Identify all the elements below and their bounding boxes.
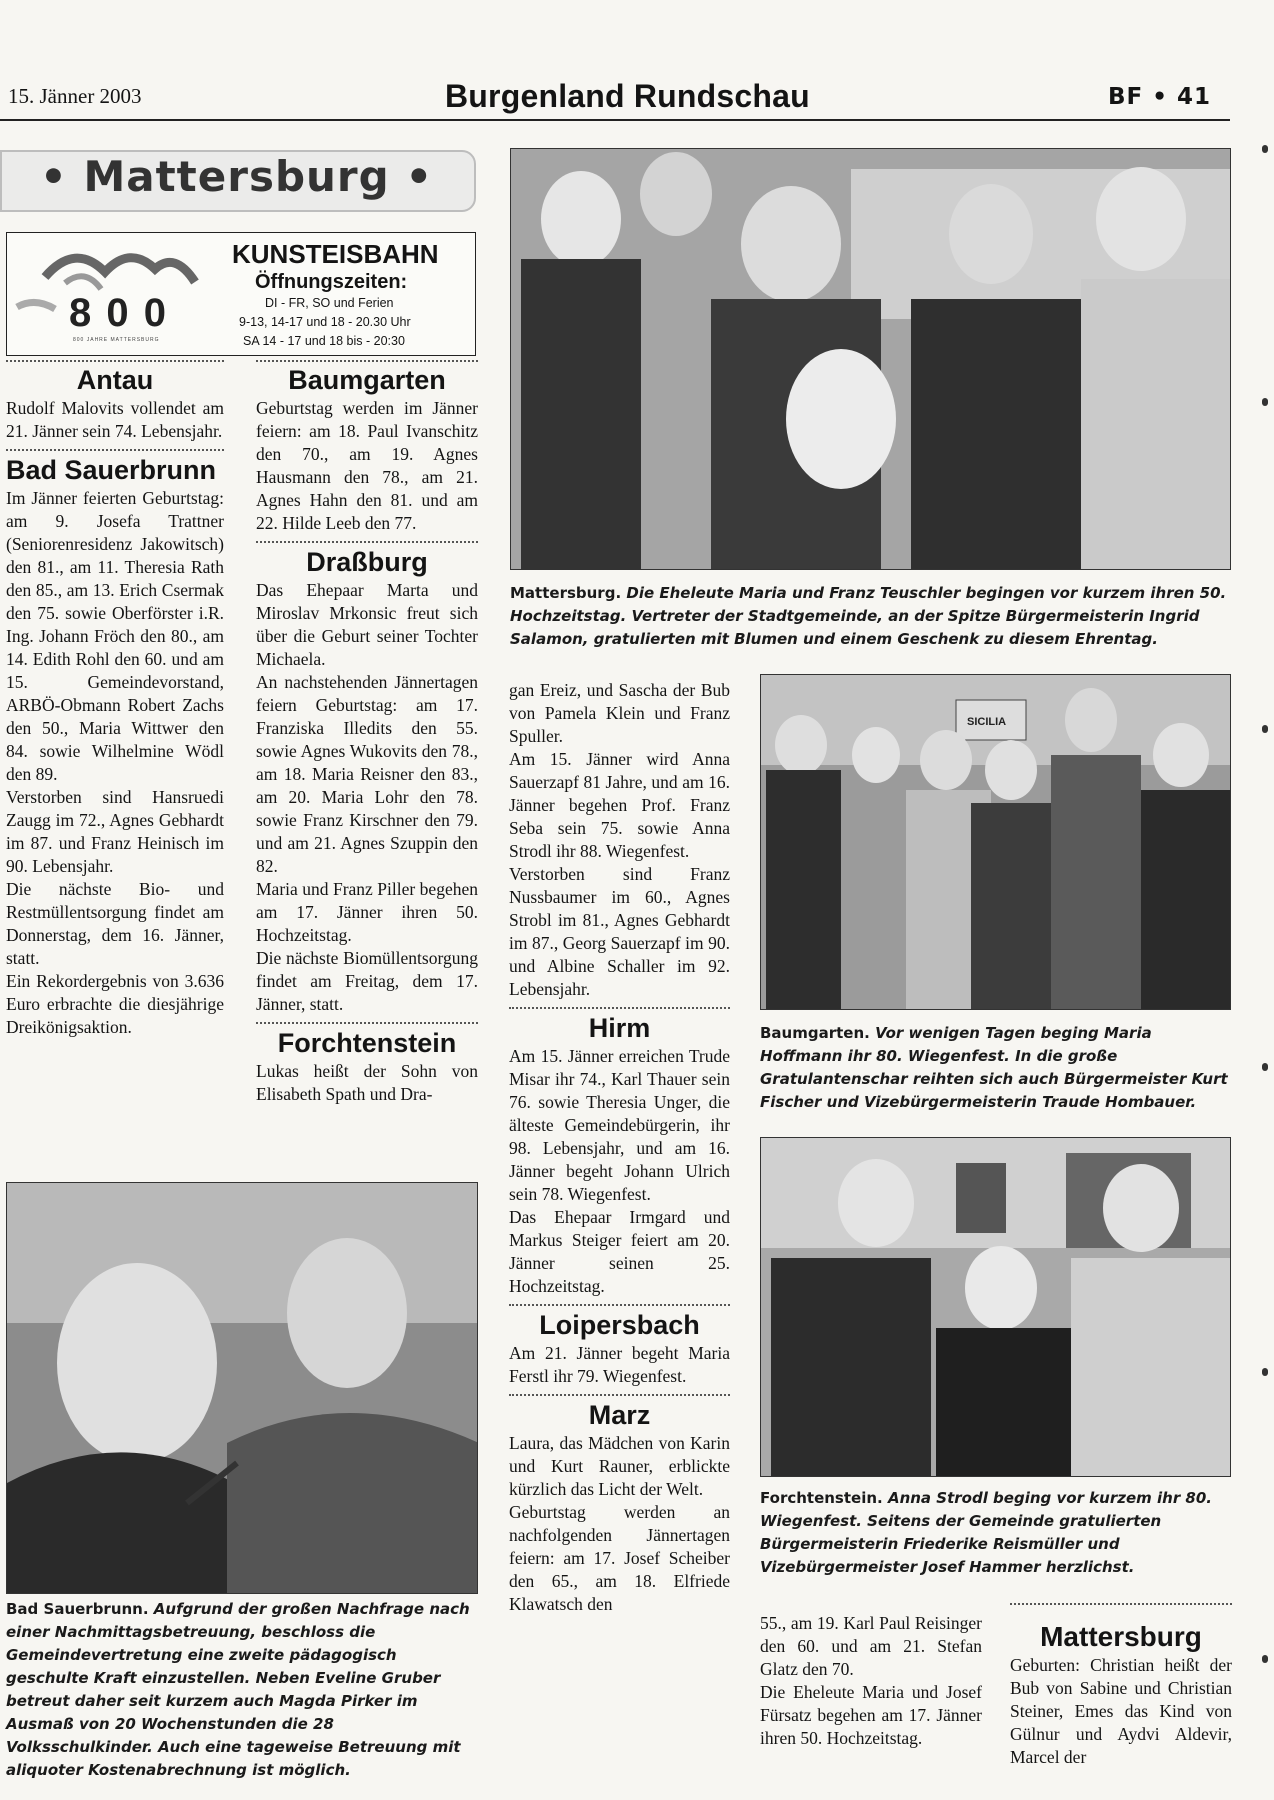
section-title-marz: Marz <box>588 1400 651 1430</box>
divider <box>6 449 224 451</box>
photo-baumgarten <box>760 674 1231 1010</box>
section-banner-title: • Mattersburg • <box>40 152 434 201</box>
caption-mattersburg <box>510 582 1232 651</box>
article-bad-sauerbrunn-3: Die nächste Bio- und Restmüllentsorgung findet am Donnerstag, dem 16. Jänner, statt. <box>6 879 224 968</box>
article-forchtenstein: Lukas heißt der Sohn von Elisabeth Spath und Dra- <box>256 1061 478 1104</box>
scan-mark <box>1262 1063 1268 1071</box>
page-number: BF • 41 <box>1108 84 1211 110</box>
section-title-loipersbach: Loipersbach <box>539 1310 700 1340</box>
caption-forchtenstein <box>760 1487 1232 1579</box>
article-drassburg-2: An nachstehenden Jännertagen feiern Geburtstag: am 17. Franziska Illedits den 55. sowie Agnes Wukovits den 78., am 18. Maria Reisner den 83., am 20. Maria Lohr den 78. sowie Franz Kirschner den 79. und am 21. Agnes Szuppin den 82. <box>256 672 478 876</box>
article-baumgarten: Geburtstag werden im Jänner feiern: am 18. Paul Ivanschitz den 70., am 19. Agnes Hausmann den 78., am 21. Agnes Hahn den 81. und am 22. Hilde Leeb den 77. <box>256 398 478 533</box>
caption-baumgarten <box>760 1022 1232 1114</box>
article-drassburg-4: Die nächste Biomüllentsorgung findet am Freitag, dem 17. Jänner, statt. <box>256 948 478 1014</box>
article-bad-sauerbrunn-4: Ein Rekordergebnis von 3.636 Euro erbrachte die diesjährige Dreikönigsaktion. <box>6 971 224 1037</box>
article-bad-sauerbrunn-1: Im Jänner feierten Geburtstag: am 9. Josefa Trattner (Seniorenresidenz Jakowitsch) den 81., am 11. Theresia Rath den 85., am 13. Erich Csermak den 75. sowie Oberförster i.R. Ing. Johann Fröch den 80., am 14. Edith Rohl den 60. und am 15. Gemeindevorstand, ARBÖ-Obmann Robert Zachs den 50., Maria Wittwer den 84. sowie Wilhelmine Wödl den 89. <box>6 488 224 784</box>
caption-place: Forchtenstein. <box>760 1489 883 1507</box>
divider <box>509 1007 730 1009</box>
caption-text: Aufgrund der großen Nachfrage nach einer Nachmittagsbetreuung, beschloss die Gemeindevertretung eine zweite pädagogisch geschulte Kraft einzustellen. Neben Eveline Gruber betreut daher seit kurzem auch Magda Pirker im Ausmaß von 20 Wochenstunden die 28 Volksschulkinder. Auch eine tageweise Betreuung mit aliquoter Kostenabrechnung ist möglich. <box>6 1600 470 1779</box>
section-title-hirm: Hirm <box>588 1013 651 1043</box>
caption-place: Bad Sauerbrunn. <box>6 1600 149 1618</box>
scan-mark <box>1262 725 1268 733</box>
divider <box>256 360 478 362</box>
section-title-antau: Antau <box>76 365 154 395</box>
column-4 <box>760 1612 982 1750</box>
ad-line-1: DI - FR, SO und Ferien <box>265 296 394 310</box>
section-title-mattersburg: Mattersburg <box>1040 1621 1202 1652</box>
caption-place: Mattersburg. <box>510 584 622 602</box>
ad-line-3: SA 14 - 17 und 18 bis - 20:30 <box>243 334 405 348</box>
photo-mattersburg <box>510 148 1231 570</box>
article-hirm-1: Am 15. Jänner erreichen Trude Misar ihr 74., Karl Thauer sein 76. sowie Theresia Unger, die älteste Gemeindebürgerin, ihr 98. Lebensjahr, und am 16. Jänner begeht Johann Ulrich sein 78. Wiegenfest. <box>509 1046 730 1204</box>
section-title-baumgarten: Baumgarten <box>288 365 446 395</box>
scan-mark <box>1262 1655 1268 1663</box>
ad-title: KUNSTEISBAHN <box>232 239 439 269</box>
children-photo-icon <box>7 1183 478 1594</box>
group-photo-icon <box>761 1138 1231 1477</box>
column-1 <box>6 363 224 1039</box>
divider <box>1010 1603 1232 1605</box>
group-photo-icon <box>511 149 1231 570</box>
caption-place: Baumgarten. <box>760 1024 870 1042</box>
divider <box>256 1022 478 1024</box>
column-2 <box>256 363 478 1106</box>
newspaper-title: Burgenland Rundschau <box>445 78 810 114</box>
ad-subtitle: Öffnungszeiten: <box>255 271 408 293</box>
section-title-forchtenstein: Forchtenstein <box>277 1028 457 1058</box>
caption-bad-sauerbrunn <box>6 1598 480 1782</box>
scan-mark <box>1262 1368 1268 1376</box>
logo-number: 8 0 0 <box>69 291 168 335</box>
scan-mark <box>1262 398 1268 406</box>
divider <box>509 1394 730 1396</box>
column-3 <box>509 679 730 1616</box>
logo-subtext: 800 JAHRE MATTERSBURG <box>73 337 160 343</box>
article-hirm-2: Das Ehepaar Irmgard und Markus Steiger feiert am 20. Jänner seinen 25. Hochzeitstag. <box>509 1207 730 1296</box>
divider <box>6 360 224 362</box>
scan-mark <box>1262 145 1268 153</box>
article-drassburg-3: Maria und Franz Piller begehen am 17. Jänner ihren 50. Hochzeitstag. <box>256 879 478 945</box>
article-antau: Rudolf Malovits vollendet am 21. Jänner sein 74. Lebensjahr. <box>6 398 224 441</box>
ice-rink-ad <box>6 232 476 356</box>
caption-text: Vor wenigen Tagen beging Maria Hoffmann ihr 80. Wiegenfest. In die große Gratulantenschar reihten sich auch Bürgermeister Kurt Fischer und Vizebürgermeisterin Traude Hombauer. <box>760 1024 1228 1111</box>
article-marz-cont: 55., am 19. Karl Paul Reisinger den 60. und am 21. Stefan Glatz den 70. <box>760 1613 982 1679</box>
header-rule <box>0 119 1230 121</box>
article-mattersburg: Geburten: Christian heißt der Bub von Sabine und Christian Steiner, Emes das Kind von Gülnur und Aydvi Aldevir, Marcel der <box>1010 1655 1232 1767</box>
photo-forchtenstein <box>760 1137 1231 1477</box>
article-forchtenstein-birthdays: Am 15. Jänner wird Anna Sauerzapf 81 Jahre, und am 16. Jänner begehen Prof. Franz Seba sein 75. sowie Anna Strodl ihr 88. Wiegenfest. <box>509 749 730 861</box>
issue-date: 15. Jänner 2003 <box>8 84 142 108</box>
article-loipersbach: Am 21. Jänner begeht Maria Ferstl ihr 79. Wiegenfest. <box>509 1343 730 1386</box>
article-forchtenstein-cont: gan Ereiz, und Sascha der Bub von Pamela Klein und Franz Spuller. <box>509 680 730 746</box>
column-5 <box>1010 1620 1232 1769</box>
article-marz-anniversary: Die Eheleute Maria und Josef Fürsatz begehen am 17. Jänner ihren 50. Hochzeitstag. <box>760 1682 982 1748</box>
photo-bad-sauerbrunn <box>6 1182 478 1594</box>
section-title-drassburg: Draßburg <box>306 547 428 577</box>
section-title-bad-sauerbrunn: Bad Sauerbrunn <box>6 455 217 485</box>
divider <box>509 1304 730 1306</box>
article-marz-2: Geburtstag werden an nachfolgenden Jännertagen feiern: am 17. Josef Scheiber den 65., am 18. Elfriede Klawatsch den <box>509 1502 730 1614</box>
divider <box>256 541 478 543</box>
photo-sign: SICILIA <box>967 716 1007 728</box>
article-marz-1: Laura, das Mädchen von Karin und Kurt Rauner, erblickte kürzlich das Licht der Welt. <box>509 1433 730 1499</box>
ad-line-2: 9-13, 14-17 und 18 - 20.30 Uhr <box>239 315 411 329</box>
caption-text: Anna Strodl beging vor kurzem ihr 80. Wiegenfest. Seitens der Gemeinde gratulierten Bürgermeisterin Friederike Reismüller und Vizebürgermeister Josef Hammer herzlichst. <box>760 1489 1213 1576</box>
article-bad-sauerbrunn-2: Verstorben sind Hansruedi Zaugg im 72., Agnes Gebhardt im 87. und Franz Heinisch im 90. Lebensjahr. <box>6 787 224 876</box>
article-forchtenstein-deaths: Verstorben sind Franz Nussbaumer im 60., Agnes Strobl im 81., Agnes Gebhardt im 87., Georg Sauerzapf im 90. und Albine Schaller im 92. Lebensjahr. <box>509 864 730 999</box>
caption-text: Die Eheleute Maria und Franz Teuschler begingen vor kurzem ihren 50. Hochzeitstag. Vertreter der Stadtgemeinde, an der Spitze Bürgermeisterin Ingrid Salamon, gratulierten mit Blumen und einem Geschenk zu diesem Ehrentag. <box>510 584 1227 648</box>
article-drassburg-1: Das Ehepaar Marta und Miroslav Mrkonsic freut sich über die Geburt seiner Tochter Michaela. <box>256 580 478 669</box>
